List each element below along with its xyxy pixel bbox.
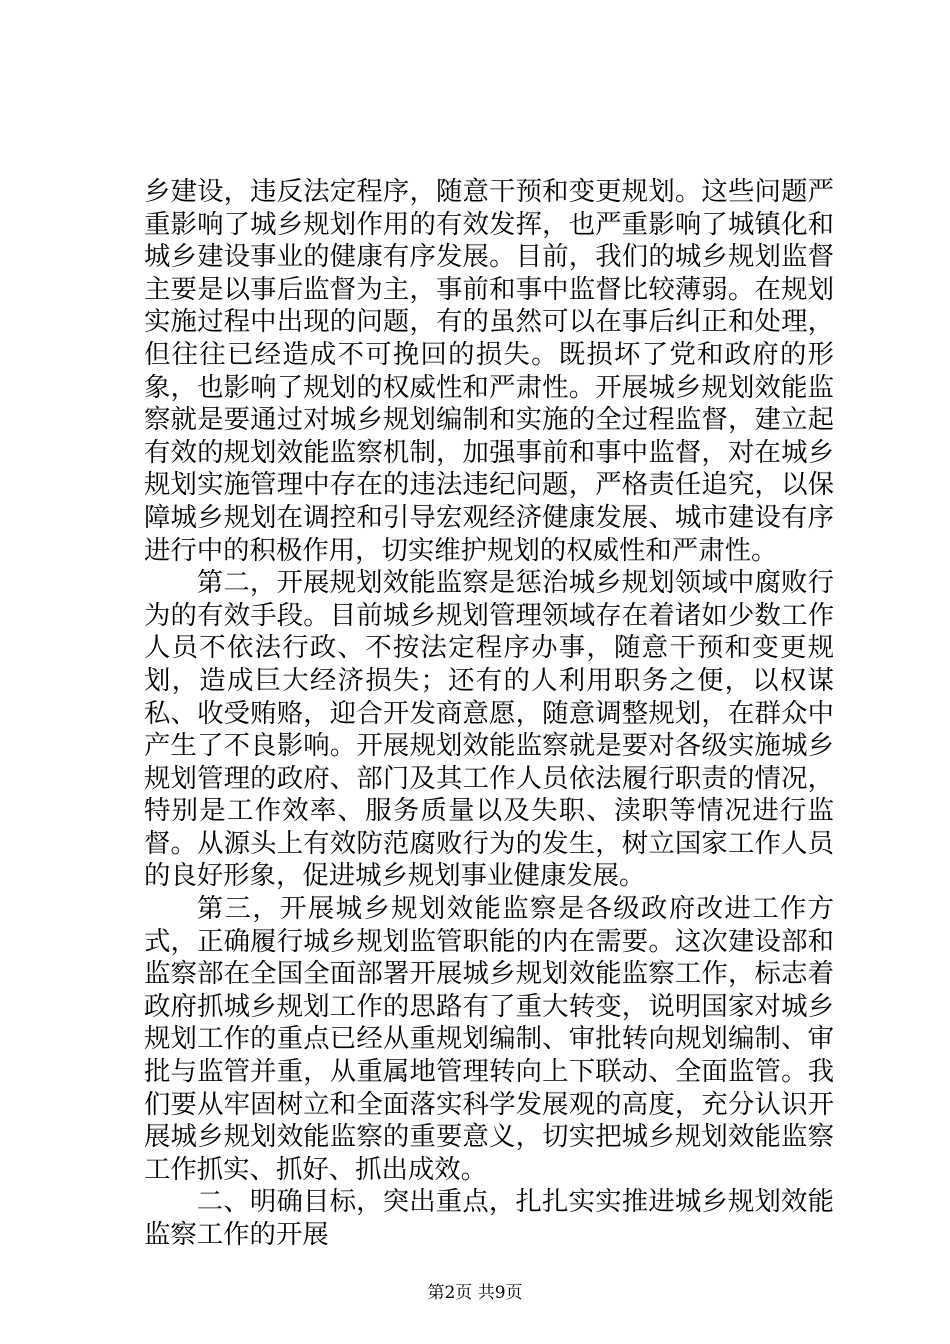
page-footer <box>0 1282 950 1304</box>
paragraph-3: 第三，开展城乡规划效能监察是各级政府改进工作方式，正确履行城乡规划监管职能的内在需要。这次建设部和监察部在全国全面部署开展城乡规划效能监察工作，标志着政府抓城乡规划工作的思路有了重大转变，说明国家对城乡规划工作的重点已经从重规划编制、审批转向规划编制、审批与监管并重，从重属地管理转向上下联动、全面监管。我们要从牢固树立和全面落实科学发展观的高度，充分认识开展城乡规划效能监察的重要意义，切实把城乡规划效能监察工作抓实、抓好、抓出成效。 <box>144 893 834 1185</box>
paragraph-2: 第二，开展规划效能监察是惩治城乡规划领域中腐败行为的有效手段。目前城乡规划管理领域存在着诸如少数工作人员不依法行政、不按法定程序办事，随意干预和变更规划，造成巨大经济损失；还有的人利用职务之便，以权谋私、收受贿赂，迎合开发商意愿，随意调整规划，在群众中产生了不良影响。开展规划效能监察就是要对各级实施城乡规划管理的政府、部门及其工作人员依法履行职责的情况，特别是工作效率、服务质量以及失职、渎职等情况进行监督。从源头上有效防范腐败行为的发生，树立国家工作人员的良好形象，促进城乡规划事业健康发展。 <box>144 567 834 892</box>
paragraph-1: 乡建设，违反法定程序，随意干预和变更规划。这些问题严重影响了城乡规划作用的有效发挥，也严重影响了城镇化和城乡建设事业的健康有序发展。目前，我们的城乡规划监督主要是以事后监督为主，事前和事中监督比较薄弱。在规划实施过程中出现的问题，有的虽然可以在事后纠正和处理，但往往已经造成不可挽回的损失。既损坏了党和政府的形象，也影响了规划的权威性和严肃性。开展城乡规划效能监察就是要通过对城乡规划编制和实施的全过程监督，建立起有效的规划效能监察机制，加强事前和事中监督，对在城乡规划实施管理中存在的违法违纪问题，严格责任追究，以保障城乡规划在调控和引导宏观经济健康发展、城市建设有序进行中的积极作用，切实维护规划的权威性和严肃性。 <box>144 176 834 566</box>
page-number-label: 第2页 共9页 <box>427 1283 523 1303</box>
document-body <box>144 176 834 1252</box>
section-heading: 二、明确目标，突出重点，扎扎实实推进城乡规划效能监察工作的开展 <box>144 1186 834 1250</box>
